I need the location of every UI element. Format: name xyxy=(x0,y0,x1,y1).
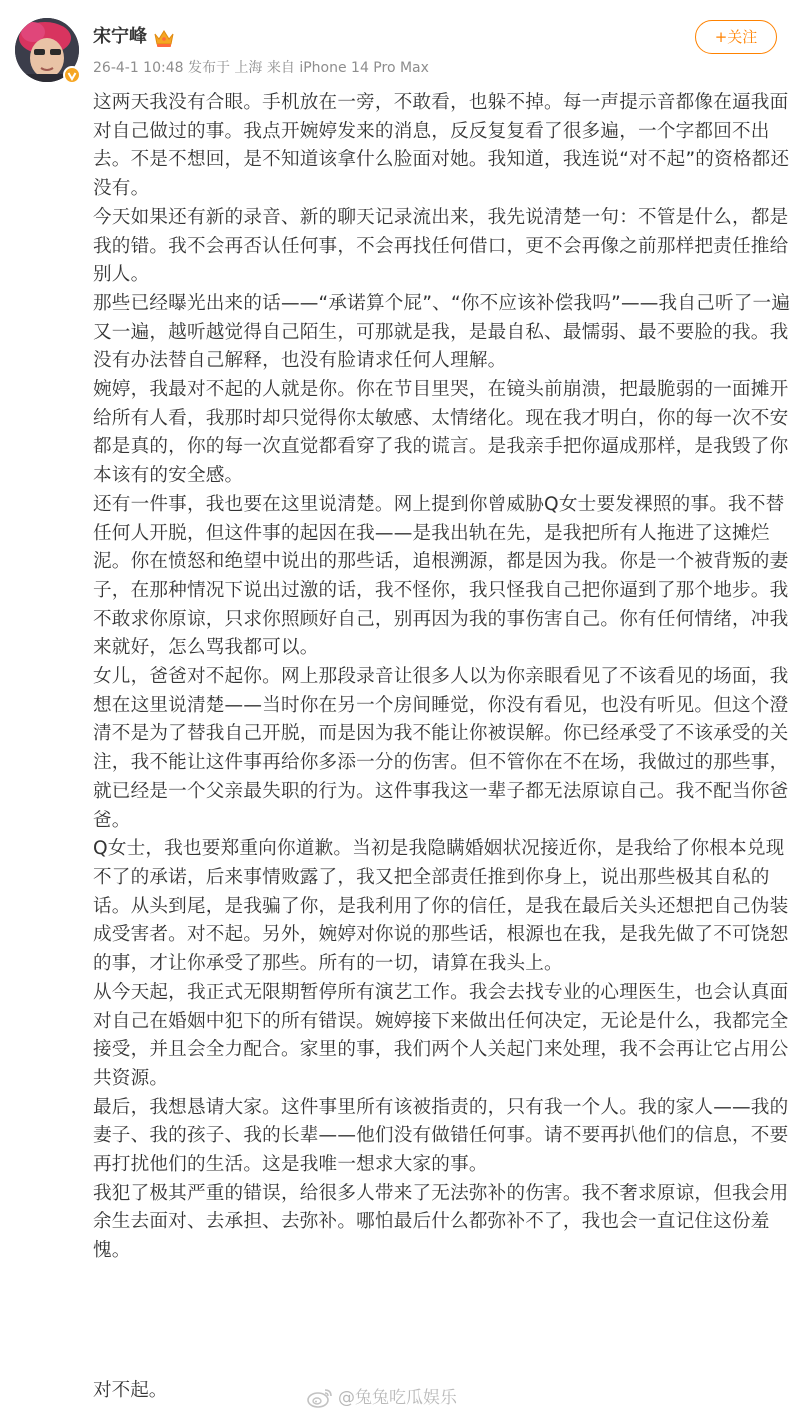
paragraph: 那些已经曝光出来的话——“承诺算个屁”、“你不应该补偿我吗”——我自己听了一遍又一遍，越听越觉得自己陌生，可那就是我，是最自私、最懦弱、最不要脸的我。我没有办法替自己解释，也没有脸请求任何人理解。 xyxy=(93,292,791,372)
post-meta xyxy=(93,58,429,78)
post-body xyxy=(93,89,793,1266)
timestamp: 26-4-1 10:48 xyxy=(93,60,184,76)
paragraph: 最后，我想恳请大家。这件事里所有该被指责的，只有我一个人。我的家人——我的妻子、我的孩子、我的长辈——他们没有做错任何事。请不要再扒他们的信息，不要再打扰他们的生活。这是我唯一想求大家的事。 xyxy=(93,1096,789,1176)
follow-button[interactable]: +关注 xyxy=(695,20,777,54)
watermark-text: @兔兔吃瓜娱乐 xyxy=(338,1388,457,1408)
verified-v-icon xyxy=(63,66,81,84)
closing-line: 对不起。 xyxy=(93,1380,168,1401)
crown-icon xyxy=(153,28,175,48)
paragraph: 这两天我没有合眼。手机放在一旁，不敢看，也躲不掉。每一声提示音都像在逼我面对自己做过的事。我点开婉婷发来的消息，反反复复看了很多遍，一个字都回不出去。不是不想回，是不知道该拿什么脸面对她。我知道，我连说“对不起”的资格都还没有。 xyxy=(93,92,790,200)
source-device: 来自 iPhone 14 Pro Max xyxy=(266,60,429,76)
paragraph: 女儿，爸爸对不起你。网上那段录音让很多人以为你亲眼看见了不该看见的场面，我想在这里说清楚——当时你在另一个房间睡觉，你没有看见，也没有听见。但这个澄清不是为了替我自己开脱，而是因为我不能让你被误解。你已经承受了不该承受的关注，我不能让这件事再给你多添一分的伤害。但不管你在不在场，我做过的那些事，就已经是一个父亲最失职的行为。这件事我这一辈子都无法原谅自己。我不配当你爸爸。 xyxy=(93,666,789,831)
paragraph: 婉婷，我最对不起的人就是你。你在节目里哭，在镜头前崩溃，把最脆弱的一面摊开给所有人看，我那时却只觉得你太敏感、太情绪化。现在我才明白，你的每一次不安都是真的，你的每一次直觉都看穿了我的谎言。是我亲手把你逼成那样，是我毁了你本该有的安全感。 xyxy=(93,379,789,487)
location: 发布于 上海 xyxy=(187,60,263,76)
paragraph: 今天如果还有新的录音、新的聊天记录流出来，我先说清楚一句：不管是什么，都是我的错。我不会再否认任何事，不会再找任何借口，更不会再像之前那样把责任推给别人。 xyxy=(93,206,789,286)
paragraph: 我犯了极其严重的错误，给很多人带来了无法弥补的伤害。我不奢求原谅，但我会用余生去面对、去承担、去弥补。哪怕最后什么都弥补不了，我也会一直记住这份羞愧。 xyxy=(93,1182,789,1262)
username[interactable]: 宋宁峰 xyxy=(93,26,147,47)
paragraph: 从今天起，我正式无限期暂停所有演艺工作。我会去找专业的心理医生，也会认真面对自己在婚姻中犯下的所有错误。婉婷接下来做出任何决定，无论是什么，我都完全接受，并且会全力配合。家里的事，我们两个人关起门来处理，我不会再让它占用公共资源。 xyxy=(93,981,789,1089)
watermark xyxy=(306,1385,457,1411)
paragraph: 还有一件事，我也要在这里说清楚。网上提到你曾威胁Q女士要发裸照的事。我不替任何人开脱，但这件事的起因在我——是我出轨在先，是我把所有人拖进了这摊烂泥。你在愤怒和绝望中说出的那些话，追根溯源，都是因为我。你是一个被背叛的妻子，在那种情况下说出过激的话，我不怪你，我只怪我自己把你逼到了那个地步。我不敢求你原谅，只求你照顾好自己，别再因为我的事伤害自己。你有任何情绪，冲我来就好，怎么骂我都可以。 xyxy=(93,493,789,659)
post-header xyxy=(0,0,800,92)
weibo-logo-icon xyxy=(306,1387,334,1409)
paragraph: Q女士，我也要郑重向你道歉。当初是我隐瞒婚姻状况接近你，是我给了你根本兑现不了的承诺，后来事情败露了，我又把全部责任推到你身上，说出那些极其自私的话。从头到尾，是我骗了你，是我利用了你的信任，是我在最后关头还想把自己伪装成受害者。对不起。另外，婉婷对你说的那些话，根源也在我，是我先做了不可饶恕的事，才让你承受了那些。所有的一切，请算在我头上。 xyxy=(93,838,789,975)
